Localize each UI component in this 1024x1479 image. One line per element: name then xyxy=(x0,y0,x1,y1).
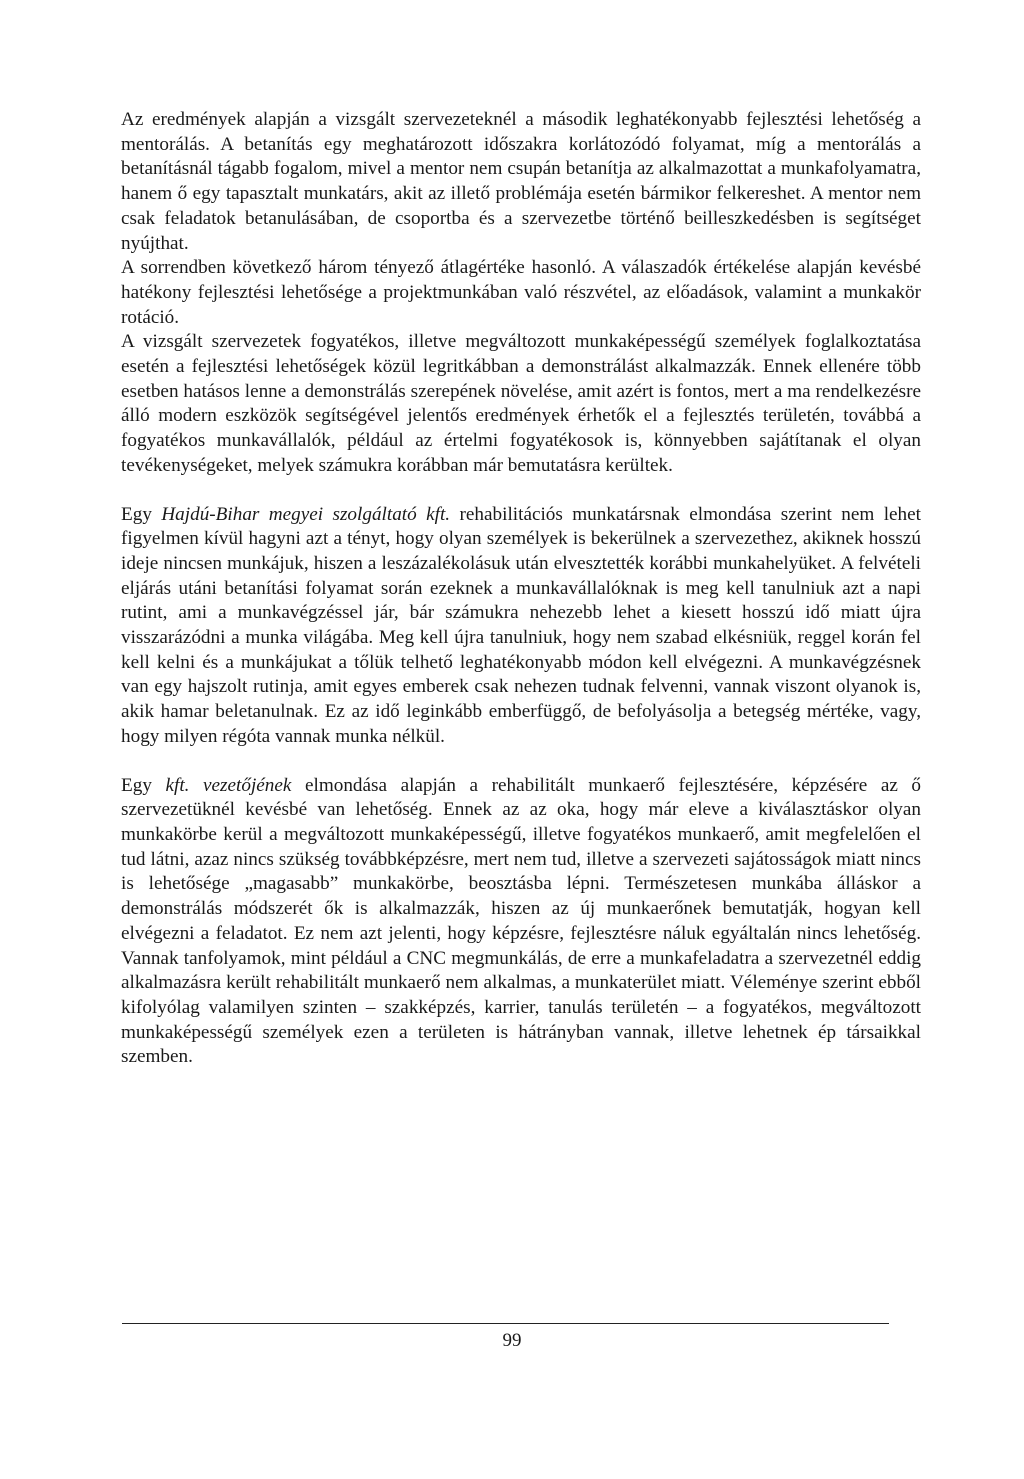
interviewee-role: vezetőjének xyxy=(203,774,292,796)
paragraph-lead-text: Egy xyxy=(121,774,166,796)
paragraph-body-text: rehabilitációs munkatársnak elmondása szerint nem lehet figyelmen kívül hagyni azt a tényt, hogy olyan személyek is bekerülnek a szervezethez, akiknek hosszú ideje nincsen munkájuk, hiszen a leszázalékolásuk után elvesztették korábbi munkahelyüket. A felvételi eljárás utáni betanítási folyamat során ezeknek a munkavállalóknak is meg kell tanulniuk azt a napi rutint, ami a munkavégzéssel jár, bár számukra nehezebb lehet a kiesett hosszú idő miatt újra visszarázódni a munka világába. Meg kell újra tanulniuk, hogy nem szabad elkésniük, reggel korán fel kell kelni és a munkájukat a tőlük telhető leghatékonyabb módon kell elvégezni. A munkavégzésnek van egy hajszolt rutinja, amit egyes emberek csak nehezen tudnak felvenni, vannak viszont olyanok is, akik hamar beletanulnak. Ez az idő leginkább emberfüggő, de befolyásolja a betegség mértéke, vagy, hogy milyen régóta vannak munka nélkül. xyxy=(121,503,921,747)
paragraph-lead-text: Egy xyxy=(121,503,162,525)
organization-name: Hajdú-Bihar megyei szolgáltató kft. xyxy=(161,503,451,525)
paragraph-mentoring: Az eredmények alapján a vizsgált szervezeteknél a második leghatékonyabb fejlesztési lehetőség a mentorálás. A betanítás egy meghatározott időszakra korlátozódó folyamat, míg a mentorálás a betanításnál tágabb fogalom, mivel a mentor nem csupán betanítja az alkalmazottat a munkafolyamatra, hanem ő egy tapasztalt munkatárs, akit az illető problémája esetén bármikor felkereshet. A mentor nem csak feladatok betanulásában, de csoportba és a szervezetbe történő beilleszkedésben is segítséget nyújthat. xyxy=(121,109,921,254)
footer-rule xyxy=(122,1323,889,1324)
paragraph-demonstration: A vizsgált szervezetek fogyatékos, illetve megváltozott munkaképességű személyek foglalkoztatása esetén a fejlesztési lehetőségek közül legritkábban a demonstrálást alkalmazzák. Ennek ellenére több esetben hatásos lenne a demonstrálás szerepének növelése, amit azért is fontos, mert a ma rendelkezésre álló modern eszközök segítségével jelentős eredmények érhetők el a fejlesztés területén, továbbá a fogyatékos munkavállalók, például az értelmi fogyatékosok is, könnyebben sajátítanak el olyan tevékenységeket, melyek számukra korábban már bemutatásra kerültek. xyxy=(121,331,921,476)
word-space xyxy=(189,775,203,796)
paragraph-factors: A sorrendben következő három tényező átlagértéke hasonló. A válaszadók értékelése alapján kevésbé hatékony fejlesztési lehetősége a projektmunkában való részvétel, az előadások, valamint a munkakör rotáció. xyxy=(121,257,921,328)
body-text xyxy=(121,108,921,1070)
page-number: 99 xyxy=(502,1330,522,1351)
paragraph-kft-leader xyxy=(121,774,921,1070)
paragraph-hajdu-bihar xyxy=(121,503,921,750)
organization-abbrev: kft. xyxy=(165,774,190,796)
paragraph-body-text: elmondása alapján a rehabilitált munkaerő fejlesztésére, képzésére az ő szervezetüknél kevésbé van lehetőség. Ennek az az oka, hogy már eleve a kiválasztáskor olyan munkakörbe kerül a megváltozott munkaképességű, illetve fogyatékos munkaerő, amit megfelelően el tud látni, azaz nincs szükség továbbképzésre, mert nem tud, illetve a szervezeti sajátosságok miatt nincs is lehetősége „magasabb” munkakörbe, beosztásba lépni. Természetesen munkába álláskor a demonstrálás módszerét ők is alkalmazzák, hiszen az új munkaerőnek bemutatják, hogyan kell elvégezni a feladatot. Ez nem azt jelenti, hogy képzésre, fejlesztésre náluk egyáltalán nincs lehetőség. Vannak tanfolyamok, mint például a CNC megmunkálás, de erre a munkafeladatra a szervezetnél eddig alkalmazásra került rehabilitált munkaerő nem alkalmas, a munkaterület miatt. Véleménye szerint ebből kifolyólag valamilyen szinten – szakképzés, karrier, tanulás területén – a fogyatékos, megváltozott munkaképességű személyek ezen a területen is hátrányban vannak, illetve lehetnek ép társaikkal szemben. xyxy=(121,774,921,1068)
